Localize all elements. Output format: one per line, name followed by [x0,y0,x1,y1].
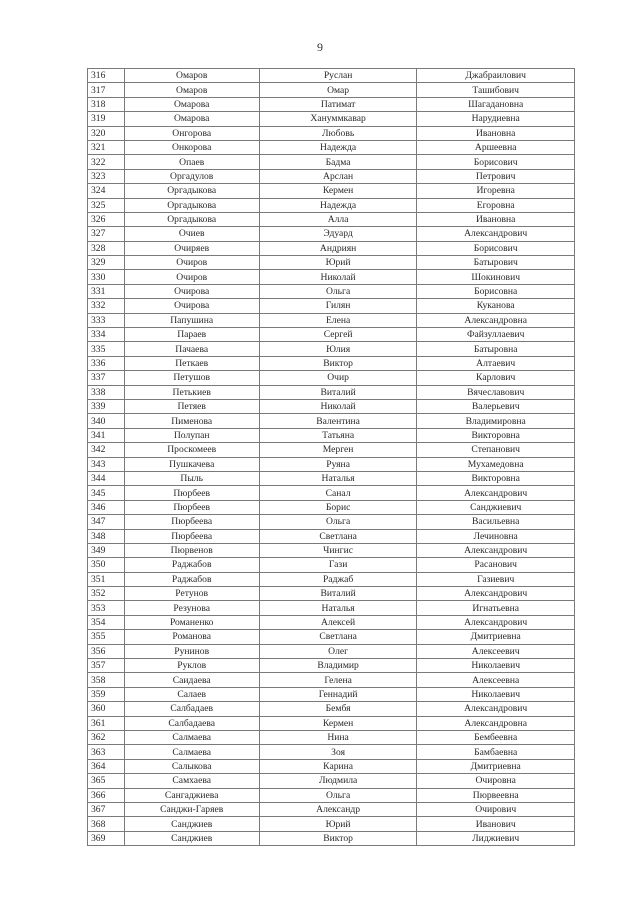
patronymic-cell: Борисович [417,241,575,255]
surname-cell: Оргадулов [124,169,259,183]
given-name-cell: Чингис [259,543,417,557]
patronymic-cell: Батыровна [417,342,575,356]
patronymic-cell: Егоровна [417,198,575,212]
row-number: 345 [88,486,125,500]
row-number: 355 [88,630,125,644]
row-number: 332 [88,299,125,313]
row-number: 317 [88,83,125,97]
surname-cell: Резунова [124,601,259,615]
row-number: 321 [88,140,125,154]
given-name-cell: Ольга [259,788,417,802]
row-number: 336 [88,356,125,370]
patronymic-cell: Александровна [417,716,575,730]
row-number: 326 [88,212,125,226]
given-name-cell: Олег [259,644,417,658]
patronymic-cell: Нарудиевна [417,112,575,126]
surname-cell: Полупан [124,428,259,442]
given-name-cell: Алла [259,212,417,226]
given-name-cell: Валентина [259,414,417,428]
table-row [88,529,575,543]
table-row [88,169,575,183]
surname-cell: Саидаева [124,673,259,687]
surname-cell: Омаров [124,69,259,83]
given-name-cell: Санал [259,486,417,500]
given-name-cell: Нина [259,730,417,744]
patronymic-cell: Александрович [417,486,575,500]
surname-cell: Санджи-Гаряев [124,802,259,816]
row-number: 331 [88,284,125,298]
given-name-cell: Алексей [259,615,417,629]
patronymic-cell: Дмитриевна [417,759,575,773]
patronymic-cell: Владимировна [417,414,575,428]
surname-cell: Петькиев [124,385,259,399]
patronymic-cell: Игнатьевна [417,601,575,615]
patronymic-cell: Борисович [417,155,575,169]
row-number: 341 [88,428,125,442]
surname-cell: Санджиев [124,817,259,831]
patronymic-cell: Джабраилович [417,69,575,83]
table-row [88,241,575,255]
patronymic-cell: Васильевна [417,515,575,529]
given-name-cell: Гази [259,558,417,572]
given-name-cell: Виталий [259,587,417,601]
row-number: 337 [88,371,125,385]
given-name-cell: Виктор [259,356,417,370]
table-row [88,126,575,140]
surname-cell: Салыкова [124,759,259,773]
table-row [88,112,575,126]
table-row [88,659,575,673]
table-row [88,730,575,744]
table-row [88,817,575,831]
patronymic-cell: Файзуллаевич [417,328,575,342]
given-name-cell: Гелена [259,673,417,687]
given-name-cell: Светлана [259,630,417,644]
row-number: 357 [88,659,125,673]
patronymic-cell: Лиджиевич [417,831,575,845]
given-name-cell: Омар [259,83,417,97]
roster-body [88,69,575,846]
row-number: 318 [88,97,125,111]
patronymic-cell: Алтаевич [417,356,575,370]
given-name-cell: Зоя [259,745,417,759]
surname-cell: Рунинов [124,644,259,658]
surname-cell: Омарова [124,97,259,111]
table-row [88,716,575,730]
row-number: 351 [88,572,125,586]
patronymic-cell: Валерьевич [417,399,575,413]
patronymic-cell: Степанович [417,443,575,457]
table-row [88,97,575,111]
patronymic-cell: Батырович [417,256,575,270]
row-number: 319 [88,112,125,126]
row-number: 327 [88,227,125,241]
surname-cell: Пюрбеев [124,486,259,500]
table-row [88,702,575,716]
patronymic-cell: Газиевич [417,572,575,586]
given-name-cell: Юлия [259,342,417,356]
table-row [88,802,575,816]
surname-cell: Очиров [124,256,259,270]
row-number: 346 [88,500,125,514]
row-number: 353 [88,601,125,615]
patronymic-cell: Очировна [417,774,575,788]
surname-cell: Петушов [124,371,259,385]
table-row [88,630,575,644]
row-number: 334 [88,328,125,342]
patronymic-cell: Куканова [417,299,575,313]
table-row [88,328,575,342]
table-row [88,601,575,615]
row-number: 359 [88,687,125,701]
table-row [88,428,575,442]
patronymic-cell: Александровна [417,313,575,327]
patronymic-cell: Пюрвеевна [417,788,575,802]
table-row [88,500,575,514]
table-row [88,299,575,313]
surname-cell: Ретунов [124,587,259,601]
surname-cell: Пушкачева [124,457,259,471]
table-row [88,198,575,212]
row-number: 329 [88,256,125,270]
row-number: 367 [88,802,125,816]
row-number: 362 [88,730,125,744]
table-row [88,558,575,572]
surname-cell: Пюрвенов [124,543,259,557]
row-number: 365 [88,774,125,788]
patronymic-cell: Борисовна [417,284,575,298]
given-name-cell: Раджаб [259,572,417,586]
patronymic-cell: Николаевич [417,687,575,701]
table-row [88,399,575,413]
table-row [88,155,575,169]
row-number: 322 [88,155,125,169]
surname-cell: Руклов [124,659,259,673]
patronymic-cell: Бембеевна [417,730,575,744]
patronymic-cell: Александрович [417,587,575,601]
table-row [88,270,575,284]
given-name-cell: Александр [259,802,417,816]
row-number: 325 [88,198,125,212]
surname-cell: Санджиев [124,831,259,845]
row-number: 340 [88,414,125,428]
patronymic-cell: Вячеславович [417,385,575,399]
row-number: 349 [88,543,125,557]
given-name-cell: Ольга [259,284,417,298]
surname-cell: Омаров [124,83,259,97]
given-name-cell: Руяна [259,457,417,471]
row-number: 364 [88,759,125,773]
given-name-cell: Патимат [259,97,417,111]
surname-cell: Папушина [124,313,259,327]
given-name-cell: Мерген [259,443,417,457]
given-name-cell: Любовь [259,126,417,140]
row-number: 330 [88,270,125,284]
given-name-cell: Наталья [259,471,417,485]
surname-cell: Очирова [124,299,259,313]
patronymic-cell: Петрович [417,169,575,183]
table-row [88,313,575,327]
patronymic-cell: Алексеевна [417,673,575,687]
surname-cell: Романова [124,630,259,644]
given-name-cell: Юрий [259,817,417,831]
patronymic-cell: Шагадановна [417,97,575,111]
table-row [88,673,575,687]
row-number: 368 [88,817,125,831]
row-number: 352 [88,587,125,601]
given-name-cell: Арслан [259,169,417,183]
given-name-cell: Наталья [259,601,417,615]
patronymic-cell: Санджиевич [417,500,575,514]
patronymic-cell: Ташибович [417,83,575,97]
surname-cell: Оргадыкова [124,212,259,226]
surname-cell: Романенко [124,615,259,629]
given-name-cell: Карина [259,759,417,773]
patronymic-cell: Александрович [417,615,575,629]
row-number: 323 [88,169,125,183]
patronymic-cell: Викторовна [417,471,575,485]
surname-cell: Очиев [124,227,259,241]
table-row [88,831,575,845]
table-row [88,342,575,356]
surname-cell: Очиряев [124,241,259,255]
table-row [88,745,575,759]
patronymic-cell: Викторовна [417,428,575,442]
patronymic-cell: Дмитриевна [417,630,575,644]
given-name-cell: Виктор [259,831,417,845]
patronymic-cell: Алексеевич [417,644,575,658]
surname-cell: Пюрбеева [124,529,259,543]
patronymic-cell: Аршеевна [417,140,575,154]
name-roster-table [87,68,575,846]
table-row [88,572,575,586]
patronymic-cell: Александрович [417,227,575,241]
table-row [88,256,575,270]
patronymic-cell: Карлович [417,371,575,385]
given-name-cell: Елена [259,313,417,327]
given-name-cell: Юрий [259,256,417,270]
given-name-cell: Геннадий [259,687,417,701]
surname-cell: Очиров [124,270,259,284]
row-number: 342 [88,443,125,457]
surname-cell: Проскомеев [124,443,259,457]
patronymic-cell: Лечиновна [417,529,575,543]
table-row [88,227,575,241]
row-number: 316 [88,69,125,83]
surname-cell: Салаев [124,687,259,701]
surname-cell: Салмаева [124,730,259,744]
patronymic-cell: Расанович [417,558,575,572]
given-name-cell: Владимир [259,659,417,673]
given-name-cell: Сергей [259,328,417,342]
table-row [88,644,575,658]
row-number: 356 [88,644,125,658]
row-number: 338 [88,385,125,399]
row-number: 350 [88,558,125,572]
patronymic-cell: Игоревна [417,184,575,198]
given-name-cell: Людмила [259,774,417,788]
patronymic-cell: Ивановна [417,126,575,140]
patronymic-cell: Александрович [417,543,575,557]
row-number: 363 [88,745,125,759]
given-name-cell: Хануммкавар [259,112,417,126]
patronymic-cell: Очирович [417,802,575,816]
given-name-cell: Очир [259,371,417,385]
given-name-cell: Светлана [259,529,417,543]
table-row [88,587,575,601]
row-number: 328 [88,241,125,255]
surname-cell: Салмаева [124,745,259,759]
table-row [88,443,575,457]
surname-cell: Онгорова [124,126,259,140]
row-number: 339 [88,399,125,413]
row-number: 347 [88,515,125,529]
given-name-cell: Руслан [259,69,417,83]
table-row [88,515,575,529]
given-name-cell: Кермен [259,716,417,730]
patronymic-cell: Николаевич [417,659,575,673]
table-row [88,371,575,385]
given-name-cell: Надежда [259,198,417,212]
patronymic-cell: Шокинович [417,270,575,284]
table-row [88,457,575,471]
surname-cell: Раджабов [124,558,259,572]
row-number: 324 [88,184,125,198]
given-name-cell: Бембя [259,702,417,716]
patronymic-cell: Иванович [417,817,575,831]
given-name-cell: Эдуард [259,227,417,241]
patronymic-cell: Бамбаевна [417,745,575,759]
surname-cell: Пюрбеев [124,500,259,514]
table-row [88,788,575,802]
surname-cell: Опаев [124,155,259,169]
given-name-cell: Гилян [259,299,417,313]
row-number: 320 [88,126,125,140]
table-row [88,687,575,701]
row-number: 354 [88,615,125,629]
patronymic-cell: Мухамедовна [417,457,575,471]
row-number: 333 [88,313,125,327]
row-number: 358 [88,673,125,687]
surname-cell: Параев [124,328,259,342]
surname-cell: Раджабов [124,572,259,586]
given-name-cell: Надежда [259,140,417,154]
surname-cell: Оргадыкова [124,198,259,212]
surname-cell: Пюрбеева [124,515,259,529]
surname-cell: Пименова [124,414,259,428]
table-row [88,615,575,629]
surname-cell: Пыль [124,471,259,485]
table-row [88,140,575,154]
table-row [88,471,575,485]
surname-cell: Очирова [124,284,259,298]
table-row [88,414,575,428]
given-name-cell: Бадма [259,155,417,169]
surname-cell: Петкаев [124,356,259,370]
table-row [88,184,575,198]
surname-cell: Салбадаев [124,702,259,716]
patronymic-cell: Александрович [417,702,575,716]
table-row [88,284,575,298]
table-row [88,486,575,500]
surname-cell: Сангаджиева [124,788,259,802]
row-number: 369 [88,831,125,845]
table-row [88,774,575,788]
table-row [88,759,575,773]
row-number: 360 [88,702,125,716]
surname-cell: Петяев [124,399,259,413]
given-name-cell: Андриян [259,241,417,255]
row-number: 361 [88,716,125,730]
given-name-cell: Николай [259,399,417,413]
given-name-cell: Ольга [259,515,417,529]
given-name-cell: Борис [259,500,417,514]
row-number: 343 [88,457,125,471]
surname-cell: Самхаева [124,774,259,788]
surname-cell: Пачаева [124,342,259,356]
table-row [88,69,575,83]
row-number: 335 [88,342,125,356]
surname-cell: Онкорова [124,140,259,154]
table-row [88,212,575,226]
row-number: 366 [88,788,125,802]
page-number: 9 [317,40,323,54]
given-name-cell: Кермен [259,184,417,198]
surname-cell: Оргадыкова [124,184,259,198]
row-number: 348 [88,529,125,543]
table-row [88,83,575,97]
given-name-cell: Николай [259,270,417,284]
row-number: 344 [88,471,125,485]
table-row [88,356,575,370]
surname-cell: Омарова [124,112,259,126]
table-row [88,385,575,399]
surname-cell: Салбадаева [124,716,259,730]
given-name-cell: Виталий [259,385,417,399]
given-name-cell: Татьяна [259,428,417,442]
table-row [88,543,575,557]
patronymic-cell: Ивановна [417,212,575,226]
